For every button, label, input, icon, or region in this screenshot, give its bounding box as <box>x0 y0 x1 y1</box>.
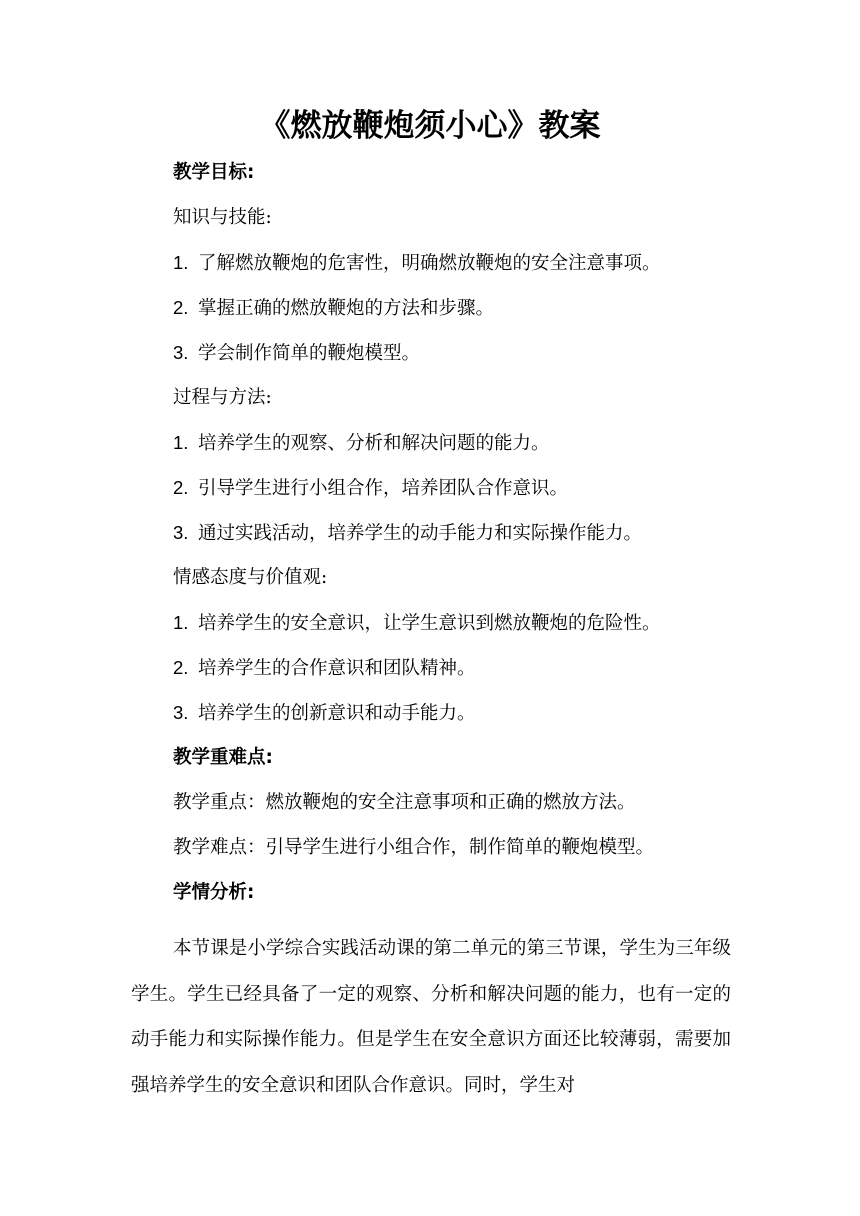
objectives-heading: 教学目标: <box>173 162 255 183</box>
emotion-values-label: 情感态度与价值观: <box>173 567 328 588</box>
list-item <box>173 475 568 502</box>
analysis-paragraph: 本节课是小学综合实践活动课的第二单元的第三节课，学生为三年级学生。学生已经具备了一定的观察、分析和解决问题的能力，也有一定的动手能力和实际操作能力。但是学生在安全意识方面还比较薄弱，需要加强培养学生的安全意识和团队合作意识。同时，学生对 <box>131 938 731 1096</box>
list-item <box>173 340 420 367</box>
item-text: 了解燃放鞭炮的危害性，明确燃放鞭炮的安全注意事项。 <box>198 253 661 274</box>
item-text: 通过实践活动，培养学生的动手能力和实际操作能力。 <box>198 523 643 544</box>
item-text: 培养学生的观察、分析和解决问题的能力。 <box>198 433 550 454</box>
key-points-heading: 教学重难点: <box>173 747 273 768</box>
item-number: 3. <box>173 342 189 363</box>
list-item <box>173 700 476 727</box>
item-number: 2. <box>173 657 189 678</box>
item-text: 培养学生的合作意识和团队精神。 <box>198 658 476 679</box>
item-text: 培养学生的安全意识，让学生意识到燃放鞭炮的危险性。 <box>198 613 661 634</box>
list-item <box>173 295 494 322</box>
teaching-focus: 教学重点：燃放鞭炮的安全注意事项和正确的燃放方法。 <box>173 792 636 813</box>
list-item <box>173 430 550 457</box>
item-number: 1. <box>173 612 189 633</box>
teaching-difficulty: 教学难点：引导学生进行小组合作，制作简单的鞭炮模型。 <box>173 837 655 858</box>
list-item <box>173 250 661 277</box>
list-item <box>173 520 642 547</box>
item-text: 掌握正确的燃放鞭炮的方法和步骤。 <box>198 298 495 319</box>
item-number: 3. <box>173 702 189 723</box>
item-number: 1. <box>173 252 189 273</box>
process-methods-label: 过程与方法: <box>173 387 272 408</box>
item-number: 1. <box>173 432 189 453</box>
list-item <box>173 610 661 637</box>
item-text: 学会制作简单的鞭炮模型。 <box>198 343 421 364</box>
item-number: 3. <box>173 522 189 543</box>
list-item <box>173 655 476 682</box>
item-number: 2. <box>173 297 189 318</box>
item-number: 2. <box>173 477 189 498</box>
knowledge-skills-label: 知识与技能: <box>173 207 272 228</box>
item-text: 引导学生进行小组合作，培养团队合作意识。 <box>198 478 569 499</box>
analysis-heading: 学情分析: <box>173 882 255 903</box>
item-text: 培养学生的创新意识和动手能力。 <box>198 703 476 724</box>
document-title: 《燃放鞭炮须小心》教案 <box>259 108 601 144</box>
